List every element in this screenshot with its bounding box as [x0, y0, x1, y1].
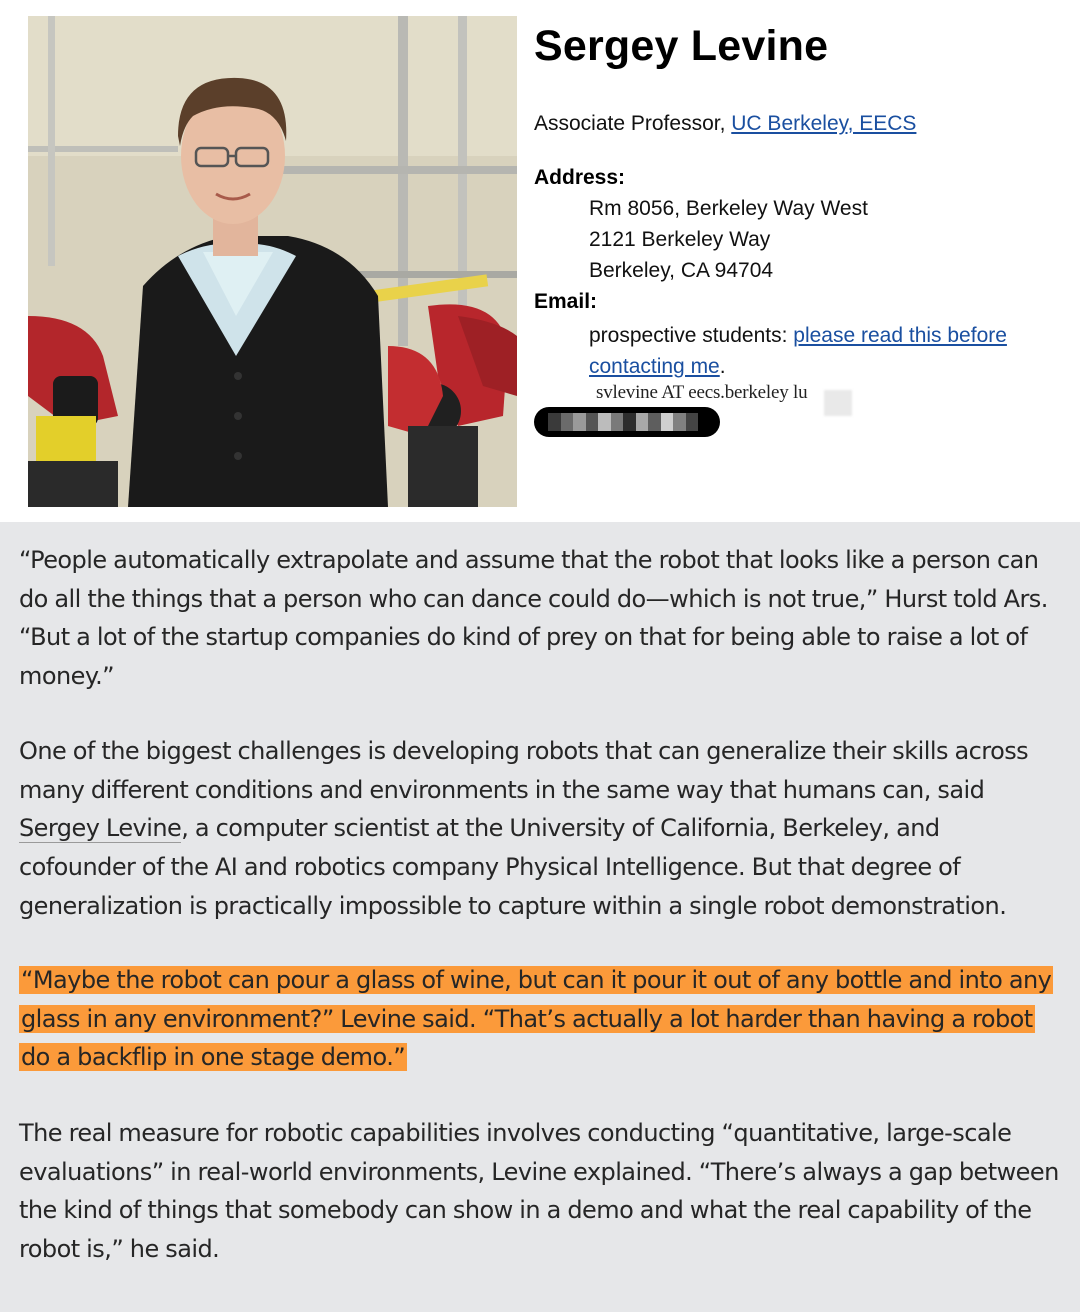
article-paragraph-2: [19, 732, 1059, 926]
article-excerpt: [0, 522, 1080, 1312]
profile-role: [534, 112, 916, 136]
profile-card: [0, 0, 1080, 522]
photo-illustration: [28, 16, 517, 507]
address-line-1: Rm 8056, Berkeley Way West: [589, 197, 868, 220]
profile-name: Sergey Levine: [534, 22, 829, 70]
read-before-contacting-link[interactable]: please read this before contacting me: [589, 324, 1007, 378]
highlighted-quote: “Maybe the robot can pour a glass of wine, but can it pour it out of any bottle and into any glass in any environment?” Levine said. “That’s actually a lot harder than having a robot do a backflip in one stage demo.”: [21, 966, 1052, 1072]
address-line-3: Berkeley, CA 94704: [589, 259, 774, 282]
email-address-image: svlevine AT eecs.berkeley lu: [596, 382, 808, 403]
email-note: [589, 320, 1059, 382]
email-note-period: .: [719, 355, 726, 378]
email-blur-patch: [824, 390, 852, 416]
sergey-levine-link[interactable]: Sergey Levine: [19, 814, 182, 843]
article-paragraph-3: [19, 961, 1059, 1077]
paragraph-2-text-after: , a computer scientist at the University of California, Berkeley, and cofounder of the AI and robotics company Physical Intelligence. But that degree of generalization is practically impossible to capture within a single robot demonstration.: [19, 814, 1007, 920]
profile-photo: [28, 16, 517, 507]
article-paragraph-1: “People automatically extrapolate and assume that the robot that looks like a person can do all the things that a person who can dance could do—which is not true,” Hurst told Ars. “But a lot of the startup companies do kind of prey on that for being able to raise a lot of money.”: [19, 546, 1048, 691]
address-line-2: 2121 Berkeley Way: [589, 228, 771, 251]
redacted-email-bar: [534, 407, 720, 437]
role-title: Associate Professor,: [534, 112, 732, 135]
redaction-mosaic: [548, 413, 698, 431]
affiliation-link[interactable]: UC Berkeley, EECS: [731, 112, 917, 135]
address-label: Address:: [534, 166, 626, 189]
email-note-text: prospective students:: [589, 324, 794, 347]
article-paragraph-4: The real measure for robotic capabilities involves conducting “quantitative, large-scale evaluations” in real-world environments, Levine explained. “There’s always a gap between the kind of things that somebody can show in a demo and what the real capability of the robot is,” he said.: [19, 1119, 1059, 1264]
email-label: Email:: [534, 290, 598, 313]
paragraph-2-text-before: One of the biggest challenges is developing robots that can generalize their skills across many different conditions and environments in the same way that humans can, said: [19, 737, 1029, 804]
